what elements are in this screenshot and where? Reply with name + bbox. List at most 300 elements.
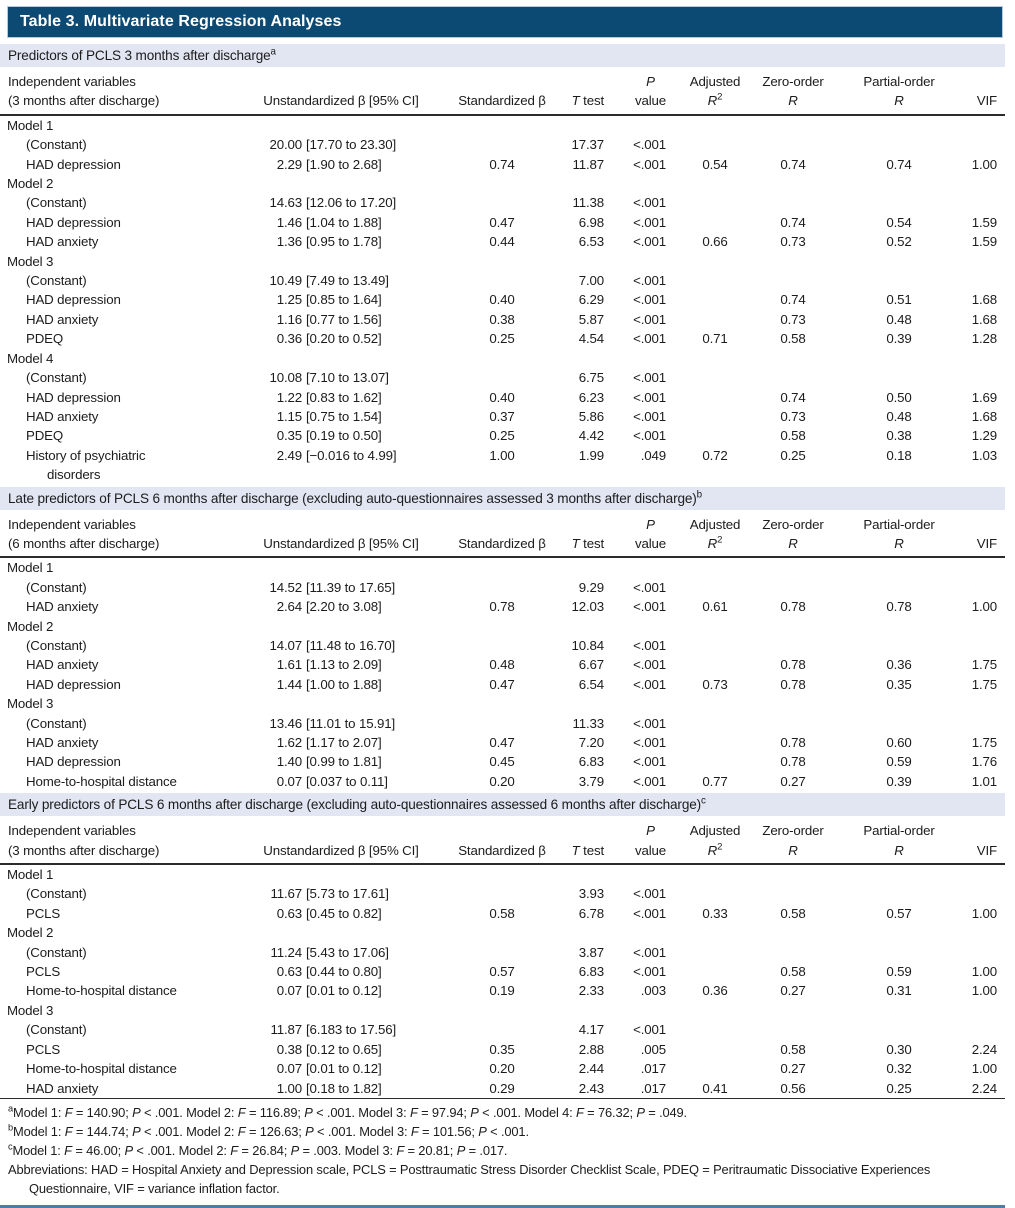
cell-t-test: 2.44 xyxy=(578,1061,604,1077)
row-label: HAD anxiety xyxy=(26,1080,99,1096)
table-row xyxy=(0,310,1005,329)
cell-unstd-beta: 11.67 [5.73 to 17.61] xyxy=(270,886,389,902)
cell-partial-order-r: 0.30 xyxy=(886,1041,912,1057)
cell-unstd-beta: 1.22 [0.83 to 1.62] xyxy=(276,389,382,405)
table-row xyxy=(0,135,1005,154)
row-label: HAD anxiety xyxy=(26,234,99,250)
cell-adj-r2: 0.66 xyxy=(702,234,728,250)
table-row xyxy=(0,923,1005,942)
cell-unstd-beta xyxy=(236,349,446,368)
cell-p-value: <.001 xyxy=(633,428,666,444)
column-header-vif: VIF xyxy=(944,67,1005,115)
cell-adj-r2: 0.71 xyxy=(702,331,728,347)
cell-partial-order-r xyxy=(836,368,944,387)
cell-unstd-beta: 1.46 [1.04 to 1.88] xyxy=(276,214,382,230)
cell-unstd-beta xyxy=(236,617,446,636)
cell-unstd-beta: 0.07 [0.01 to 0.12] xyxy=(276,983,382,999)
cell-std-beta xyxy=(446,714,558,733)
row-label: PCLS xyxy=(26,905,61,921)
row-label: Model 1 xyxy=(7,867,54,883)
cell-zero-order-r xyxy=(750,578,836,597)
cell-std-beta xyxy=(446,578,558,597)
cell-t-test xyxy=(558,115,618,135)
table-row xyxy=(0,557,1005,577)
row-label: Home-to-hospital distance xyxy=(26,983,177,999)
cell-std-beta: 0.58 xyxy=(489,905,515,921)
cell-unstd-beta: 1.25 [0.85 to 1.64] xyxy=(276,292,382,308)
cell-vif xyxy=(944,349,1005,368)
cell-partial-order-r xyxy=(836,1020,944,1039)
cell-p-value: <.001 xyxy=(633,599,666,615)
cell-t-test xyxy=(558,694,618,713)
cell-t-test: 9.29 xyxy=(578,579,604,595)
cell-p-value: <.001 xyxy=(633,408,666,424)
cell-adj-r2 xyxy=(680,407,750,426)
cell-partial-order-r: 0.25 xyxy=(886,1080,912,1096)
cell-vif xyxy=(944,115,1005,135)
cell-unstd-beta: 0.07 [0.01 to 0.12] xyxy=(276,1061,382,1077)
table-row xyxy=(0,904,1005,923)
cell-std-beta: 0.57 xyxy=(489,964,515,980)
cell-std-beta: 0.20 xyxy=(489,1061,515,1077)
table-row xyxy=(0,694,1005,713)
cell-t-test: 11.33 xyxy=(572,715,604,731)
cell-vif: 1.03 xyxy=(971,447,997,463)
cell-vif xyxy=(944,1020,1005,1039)
cell-unstd-beta: 1.40 [0.99 to 1.81] xyxy=(276,754,382,770)
cell-partial-order-r: 0.57 xyxy=(886,905,912,921)
cell-vif xyxy=(944,617,1005,636)
cell-zero-order-r xyxy=(750,884,836,903)
column-header-vif: VIF xyxy=(944,510,1005,558)
column-header-adj-r2: Adjusted $R^2$ xyxy=(680,67,750,115)
cell-std-beta: 0.47 xyxy=(489,676,515,692)
cell-t-test: 3.87 xyxy=(578,944,604,960)
cell-t-test: 6.67 xyxy=(578,657,604,673)
cell-p-value xyxy=(618,617,680,636)
row-label: Model 1 xyxy=(7,117,54,133)
row-label: HAD depression xyxy=(26,754,121,770)
cell-vif: 1.01 xyxy=(971,773,997,789)
cell-partial-order-r: 0.60 xyxy=(886,735,912,750)
column-header-p-value: P value xyxy=(618,67,680,115)
cell-partial-order-r xyxy=(836,1001,944,1020)
column-header-t-test: T test xyxy=(558,510,618,558)
cell-p-value: <.001 xyxy=(633,579,666,595)
cell-vif xyxy=(944,557,1005,577)
row-label: History of psychiatric disorders xyxy=(26,447,146,483)
cell-t-test xyxy=(558,174,618,193)
cell-p-value: <.001 xyxy=(633,886,666,902)
cell-zero-order-r: 0.73 xyxy=(780,311,806,327)
column-header-variables: Independent variables (3 months after discharge) xyxy=(0,67,236,115)
table-row xyxy=(0,388,1005,407)
cell-adj-r2 xyxy=(680,1020,750,1039)
cell-adj-r2: 0.77 xyxy=(702,773,728,789)
column-header-adj-r2: Adjusted $R^2$ xyxy=(680,510,750,558)
cell-vif xyxy=(944,1001,1005,1020)
cell-p-value: .017 xyxy=(640,1061,666,1077)
cell-unstd-beta: 10.08 [7.10 to 13.07] xyxy=(269,370,389,386)
row-label: PDEQ xyxy=(26,428,64,444)
cell-zero-order-r xyxy=(750,943,836,962)
cell-unstd-beta: 10.49 [7.49 to 13.49] xyxy=(269,273,389,289)
cell-adj-r2 xyxy=(680,135,750,154)
cell-unstd-beta xyxy=(236,923,446,942)
cell-unstd-beta: 1.62 [1.17 to 2.07] xyxy=(276,735,382,750)
cell-adj-r2: 0.72 xyxy=(702,447,728,463)
cell-unstd-beta: 2.29 [1.90 to 2.68] xyxy=(276,156,382,172)
cell-adj-r2 xyxy=(680,310,750,329)
cell-vif xyxy=(944,694,1005,713)
cell-partial-order-r: 0.38 xyxy=(886,428,912,444)
cell-unstd-beta: 11.87 [6.183 to 17.56] xyxy=(270,1022,397,1038)
cell-partial-order-r xyxy=(836,135,944,154)
section-title: Late predictors of PCLS 6 months after discharge (excluding auto-questionnaires assessed 3 months after discharge)$^b$ xyxy=(8,489,702,506)
cell-std-beta xyxy=(446,115,558,135)
cell-p-value xyxy=(618,864,680,884)
cell-p-value: <.001 xyxy=(633,137,666,153)
footnote-abbreviations: Abbreviations: HAD = Hospital Anxiety and Depression scale, PCLS = Posttraumatic Stress Disorder Checklist Scale, PDEQ = Peritraumatic Dissociative Experiences Questionnaire, VIF = variance inflation factor. xyxy=(8,1161,931,1196)
cell-vif: 1.00 xyxy=(971,599,997,615)
cell-std-beta xyxy=(446,636,558,655)
cell-t-test: 11.38 xyxy=(572,195,604,211)
cell-zero-order-r: 0.27 xyxy=(780,1061,806,1077)
cell-unstd-beta: 2.64 [2.20 to 3.08] xyxy=(276,599,382,615)
cell-vif xyxy=(944,135,1005,154)
cell-partial-order-r xyxy=(836,864,944,884)
cell-adj-r2 xyxy=(680,1001,750,1020)
table-row xyxy=(0,213,1005,232)
row-label: HAD depression xyxy=(26,292,121,308)
table-row xyxy=(0,115,1005,135)
cell-t-test xyxy=(558,923,618,942)
cell-p-value xyxy=(618,694,680,713)
cell-partial-order-r xyxy=(836,174,944,193)
cell-partial-order-r xyxy=(836,271,944,290)
cell-t-test: 2.33 xyxy=(578,983,604,999)
table-row xyxy=(0,752,1005,771)
column-header-p-value: P value xyxy=(618,510,680,558)
cell-t-test: 2.43 xyxy=(578,1080,604,1096)
cell-vif: 1.76 xyxy=(971,754,997,770)
row-label: Home-to-hospital distance xyxy=(26,1061,177,1077)
table-row xyxy=(0,155,1005,174)
cell-adj-r2 xyxy=(680,213,750,232)
cell-std-beta: 0.47 xyxy=(489,214,515,230)
table-title: Table 3. Multivariate Regression Analyses xyxy=(20,13,342,30)
cell-vif: 1.75 xyxy=(971,676,997,692)
cell-vif: 1.00 xyxy=(971,964,997,980)
table-row xyxy=(0,943,1005,962)
column-header-variables: Independent variables (3 months after discharge) xyxy=(0,816,236,864)
column-header-std-beta: Standardized β xyxy=(446,816,558,864)
section-band xyxy=(0,487,1005,510)
cell-std-beta: 0.38 xyxy=(489,311,515,327)
cell-vif: 1.00 xyxy=(971,156,997,172)
cell-adj-r2 xyxy=(680,252,750,271)
cell-partial-order-r xyxy=(836,578,944,597)
cell-zero-order-r xyxy=(750,557,836,577)
footnote-a: $^a$Model 1: F = 140.90; P < .001. Model 2: F = 116.89; P < .001. Model 3: F = 97.94; P < .001. Model 4: F = 76.32; P = .049. xyxy=(8,1103,687,1120)
cell-unstd-beta: 14.52 [11.39 to 17.65] xyxy=(269,579,396,595)
cell-p-value: <.001 xyxy=(633,754,666,770)
cell-p-value: <.001 xyxy=(633,735,666,750)
cell-std-beta xyxy=(446,864,558,884)
cell-vif: 1.29 xyxy=(971,428,997,444)
cell-unstd-beta: 14.63 [12.06 to 17.20] xyxy=(269,195,397,211)
table-row xyxy=(0,597,1005,616)
cell-zero-order-r: 0.58 xyxy=(780,428,806,444)
column-header-t-test: T test xyxy=(558,67,618,115)
cell-adj-r2: 0.61 xyxy=(702,599,728,615)
table-row xyxy=(0,1059,1005,1078)
section-title: Early predictors of PCLS 6 months after discharge (excluding auto-questionnaires assessed 6 months after discharge)$^c$ xyxy=(8,795,706,813)
cell-zero-order-r: 0.58 xyxy=(780,331,806,347)
table-row xyxy=(0,426,1005,445)
cell-t-test xyxy=(558,1001,618,1020)
cell-t-test: 3.93 xyxy=(578,886,604,902)
cell-partial-order-r: 0.51 xyxy=(886,292,912,308)
regression-table xyxy=(0,67,1005,485)
column-header-partial-order-r: Partial-order R xyxy=(836,816,944,864)
cell-p-value: <.001 xyxy=(633,773,666,789)
row-label: HAD depression xyxy=(26,389,121,405)
cell-t-test: 6.98 xyxy=(578,214,604,230)
cell-t-test xyxy=(558,349,618,368)
cell-std-beta xyxy=(446,1001,558,1020)
cell-adj-r2 xyxy=(680,655,750,674)
cell-std-beta: 0.78 xyxy=(489,599,515,615)
cell-partial-order-r: 0.36 xyxy=(886,657,912,673)
row-label: HAD anxiety xyxy=(26,657,99,673)
table-row xyxy=(0,368,1005,387)
table-row xyxy=(0,349,1005,368)
header-row xyxy=(0,816,1005,864)
cell-std-beta xyxy=(446,617,558,636)
cell-zero-order-r: 0.56 xyxy=(780,1080,806,1096)
column-header-variables: Independent variables (6 months after discharge) xyxy=(0,510,236,558)
cell-t-test: 6.29 xyxy=(578,292,604,308)
table-row xyxy=(0,617,1005,636)
cell-zero-order-r xyxy=(750,617,836,636)
cell-std-beta: 0.29 xyxy=(489,1080,515,1096)
row-label: (Constant) xyxy=(26,637,87,653)
cell-adj-r2 xyxy=(680,636,750,655)
column-header-partial-order-r: Partial-order R xyxy=(836,67,944,115)
row-label: Model 4 xyxy=(7,350,54,366)
row-label: Home-to-hospital distance xyxy=(26,773,177,789)
cell-vif: 1.75 xyxy=(971,657,997,673)
cell-t-test: 1.99 xyxy=(578,447,604,463)
cell-vif: 1.59 xyxy=(971,214,997,230)
cell-p-value: <.001 xyxy=(633,905,666,921)
cell-partial-order-r: 0.59 xyxy=(886,754,912,770)
cell-unstd-beta xyxy=(236,174,446,193)
cell-p-value: <.001 xyxy=(633,637,666,653)
cell-unstd-beta: 1.00 [0.18 to 1.82] xyxy=(276,1080,382,1096)
row-label: HAD depression xyxy=(26,214,121,230)
cell-t-test: 6.53 xyxy=(578,234,604,250)
cell-vif: 1.00 xyxy=(971,983,997,999)
cell-adj-r2 xyxy=(680,864,750,884)
cell-vif: 1.00 xyxy=(971,1061,997,1077)
cell-t-test xyxy=(558,617,618,636)
cell-vif xyxy=(944,252,1005,271)
row-label: (Constant) xyxy=(26,1022,87,1038)
cell-partial-order-r: 0.54 xyxy=(886,214,912,230)
cell-t-test xyxy=(558,864,618,884)
cell-p-value: <.001 xyxy=(633,657,666,673)
cell-t-test: 17.37 xyxy=(571,137,604,153)
cell-std-beta xyxy=(446,135,558,154)
cell-unstd-beta: 14.07 [11.48 to 16.70] xyxy=(269,637,396,653)
cell-zero-order-r xyxy=(750,864,836,884)
cell-partial-order-r: 0.48 xyxy=(886,408,912,424)
header-row xyxy=(0,510,1005,558)
table-row xyxy=(0,772,1005,791)
cell-zero-order-r xyxy=(750,694,836,713)
cell-adj-r2 xyxy=(680,617,750,636)
column-header-vif: VIF xyxy=(944,816,1005,864)
row-label: (Constant) xyxy=(26,195,87,211)
cell-vif: 1.68 xyxy=(971,408,997,424)
cell-adj-r2 xyxy=(680,752,750,771)
column-header-zero-order-r: Zero-order R xyxy=(750,816,836,864)
table-row xyxy=(0,864,1005,884)
cell-t-test: 6.23 xyxy=(578,389,604,405)
row-label: Model 3 xyxy=(7,1002,54,1018)
cell-p-value xyxy=(618,1001,680,1020)
cell-adj-r2 xyxy=(680,388,750,407)
cell-p-value: <.001 xyxy=(633,715,666,731)
cell-zero-order-r: 0.74 xyxy=(780,156,806,172)
row-label: (Constant) xyxy=(26,944,87,960)
cell-t-test: 11.87 xyxy=(572,156,604,172)
cell-unstd-beta: 11.24 [5.43 to 17.06] xyxy=(270,944,389,960)
cell-zero-order-r: 0.78 xyxy=(780,754,806,770)
cell-p-value: <.001 xyxy=(633,964,666,980)
cell-adj-r2: 0.54 xyxy=(702,156,728,172)
bottom-rule xyxy=(0,1205,1005,1208)
cell-std-beta xyxy=(446,368,558,387)
column-header-unstd-beta: Unstandardized β [95% CI] xyxy=(236,816,446,864)
cell-vif xyxy=(944,636,1005,655)
cell-adj-r2 xyxy=(680,193,750,212)
cell-p-value xyxy=(618,557,680,577)
cell-adj-r2 xyxy=(680,349,750,368)
table-row xyxy=(0,193,1005,212)
cell-adj-r2 xyxy=(680,1059,750,1078)
cell-adj-r2 xyxy=(680,426,750,445)
cell-partial-order-r: 0.32 xyxy=(886,1061,912,1077)
cell-vif: 2.24 xyxy=(971,1041,997,1057)
cell-vif xyxy=(944,368,1005,387)
cell-zero-order-r xyxy=(750,923,836,942)
table-row xyxy=(0,407,1005,426)
regression-table xyxy=(0,510,1005,792)
cell-adj-r2 xyxy=(680,271,750,290)
cell-adj-r2 xyxy=(680,368,750,387)
cell-unstd-beta: 1.44 [1.00 to 1.88] xyxy=(276,676,382,692)
cell-partial-order-r xyxy=(836,115,944,135)
table-figure xyxy=(0,6,1015,1208)
row-label: PCLS xyxy=(26,1041,61,1057)
cell-partial-order-r: 0.74 xyxy=(886,156,912,172)
cell-zero-order-r: 0.27 xyxy=(780,983,806,999)
section-band xyxy=(0,44,1005,67)
cell-partial-order-r xyxy=(836,252,944,271)
cell-vif: 1.68 xyxy=(971,292,997,308)
cell-p-value: .005 xyxy=(640,1041,666,1057)
cell-unstd-beta xyxy=(236,864,446,884)
cell-partial-order-r: 0.35 xyxy=(886,676,912,692)
row-label: Model 1 xyxy=(7,560,54,576)
cell-zero-order-r xyxy=(750,135,836,154)
column-header-t-test: T test xyxy=(558,816,618,864)
cell-std-beta xyxy=(446,349,558,368)
cell-vif xyxy=(944,923,1005,942)
row-label: Model 2 xyxy=(7,176,54,192)
cell-p-value: <.001 xyxy=(633,370,666,386)
table-row xyxy=(0,981,1005,1000)
cell-adj-r2 xyxy=(680,557,750,577)
cell-t-test xyxy=(558,252,618,271)
cell-zero-order-r xyxy=(750,271,836,290)
row-label: PCLS xyxy=(26,964,61,980)
row-label: (Constant) xyxy=(26,273,87,289)
table-row xyxy=(0,232,1005,251)
cell-zero-order-r: 0.78 xyxy=(780,599,806,615)
cell-partial-order-r xyxy=(836,349,944,368)
cell-vif xyxy=(944,943,1005,962)
cell-p-value: <.001 xyxy=(633,214,666,230)
cell-p-value: <.001 xyxy=(633,292,666,308)
cell-partial-order-r: 0.39 xyxy=(886,331,912,347)
table-footnotes xyxy=(0,1098,1005,1204)
cell-adj-r2 xyxy=(680,1040,750,1059)
cell-t-test: 4.54 xyxy=(578,331,604,347)
cell-std-beta: 0.20 xyxy=(489,773,515,789)
cell-zero-order-r: 0.73 xyxy=(780,234,806,250)
cell-unstd-beta xyxy=(236,252,446,271)
cell-zero-order-r xyxy=(750,1020,836,1039)
cell-p-value: .017 xyxy=(640,1080,666,1096)
cell-unstd-beta: 0.63 [0.44 to 0.80] xyxy=(276,964,382,980)
cell-t-test: 4.17 xyxy=(578,1022,604,1038)
cell-zero-order-r: 0.78 xyxy=(780,735,806,750)
cell-t-test: 6.75 xyxy=(578,370,604,386)
cell-vif: 1.00 xyxy=(971,905,997,921)
cell-adj-r2: 0.36 xyxy=(702,983,728,999)
cell-t-test: 7.00 xyxy=(578,273,604,289)
cell-zero-order-r xyxy=(750,193,836,212)
table-row xyxy=(0,578,1005,597)
column-header-unstd-beta: Unstandardized β [95% CI] xyxy=(236,510,446,558)
cell-adj-r2 xyxy=(680,174,750,193)
cell-partial-order-r xyxy=(836,943,944,962)
cell-zero-order-r xyxy=(750,174,836,193)
cell-partial-order-r xyxy=(836,193,944,212)
cell-partial-order-r xyxy=(836,694,944,713)
cell-partial-order-r: 0.52 xyxy=(886,234,912,250)
row-label: HAD anxiety xyxy=(26,311,99,327)
cell-zero-order-r xyxy=(750,368,836,387)
cell-std-beta: 0.25 xyxy=(489,331,515,347)
column-header-partial-order-r: Partial-order R xyxy=(836,510,944,558)
cell-zero-order-r xyxy=(750,1001,836,1020)
cell-std-beta: 0.47 xyxy=(489,735,515,750)
